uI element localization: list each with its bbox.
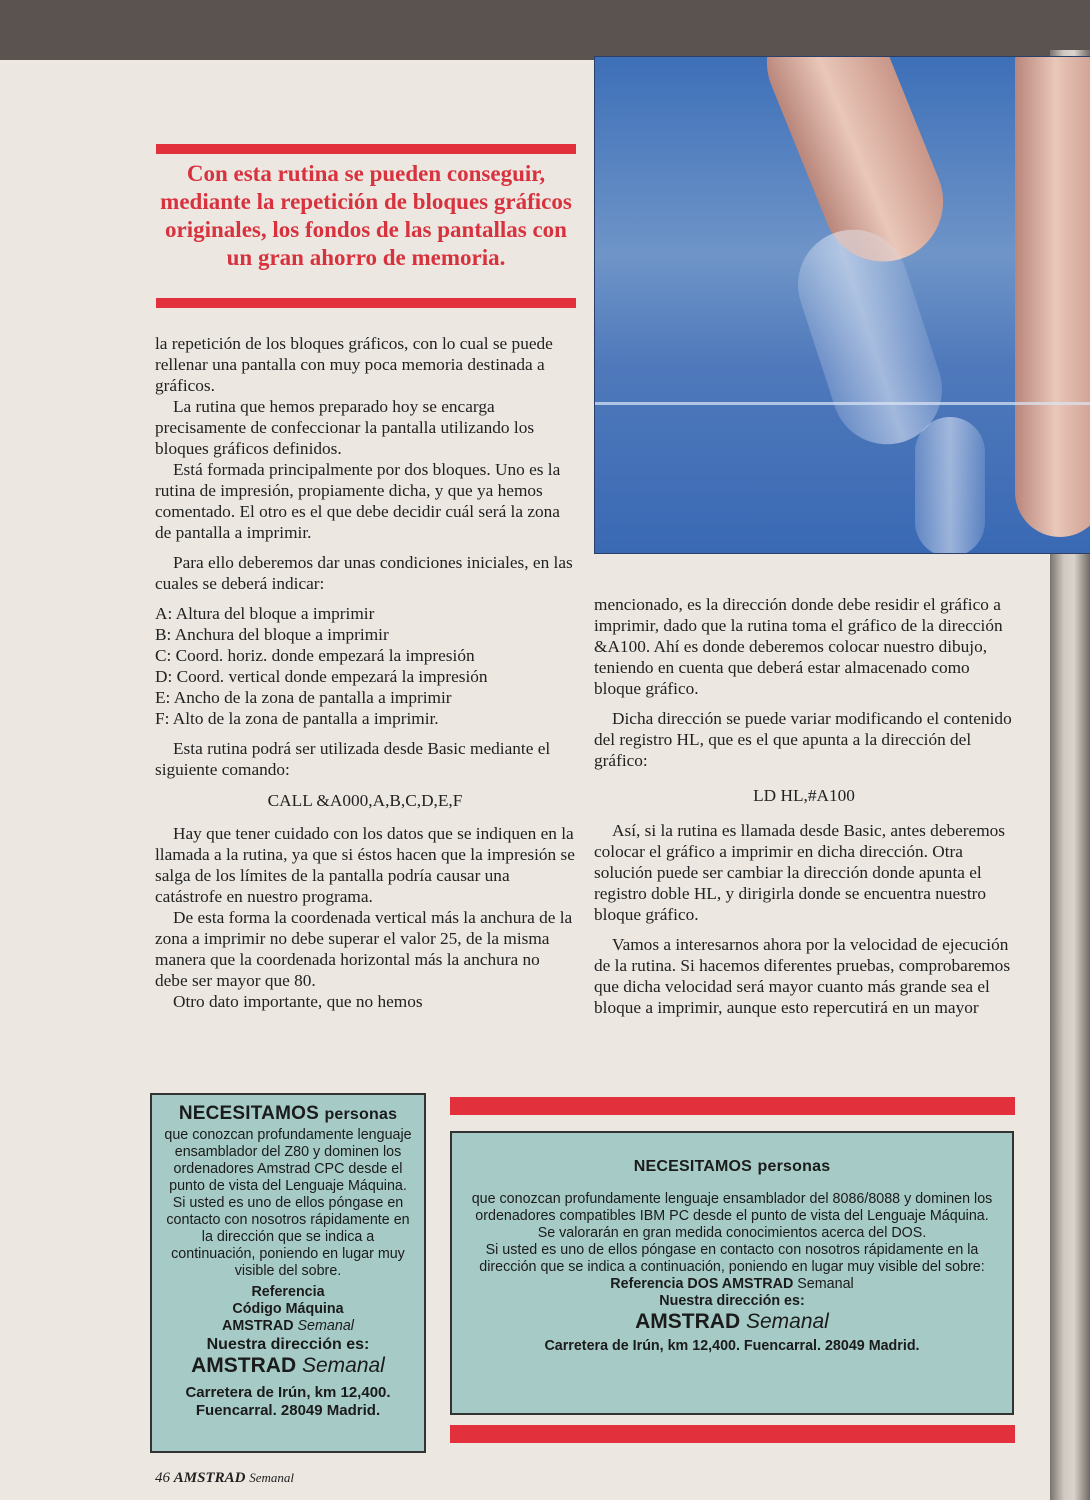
paragraph: Está formada principalmente por dos bloques. Uno es la rutina de impresión, propiamente dicha, y que ya hemos comentado. El otro es el que debe decidir cuál será la zona de pantalla a imprimir.: [155, 460, 561, 542]
photo-fold: [595, 402, 1090, 405]
ad-ref-1: Referencia: [251, 1284, 325, 1300]
condition-item: B: Anchura del bloque a imprimir: [155, 625, 389, 644]
condition-item: E: Ancho de la zona de pantalla a imprimir: [155, 688, 452, 707]
ad-body-2: Si usted es uno de ellos póngase en contacto con nosotros rápidamente en la dirección que se indica a continuación, poniendo en lugar muy visible del sobre:: [479, 1242, 985, 1275]
ad-rule-top: [450, 1097, 1015, 1115]
ad-title: [152, 1103, 424, 1125]
ad-brand-name: AMSTRAD: [635, 1310, 741, 1333]
page-number: 46: [155, 1470, 170, 1486]
ad-ref: [452, 1276, 1012, 1293]
paragraph: De esta forma la coordenada vertical más la anchura de la zona a imprimir no debe superar el valor 25, de la misma manera que la coordenada horizontal más la anchura no debe ser mayor que 80.: [155, 908, 573, 990]
job-ad-8086: [450, 1131, 1014, 1415]
paragraph: Dicha dirección se puede variar modificando el contenido del registro HL, que es el que apunta a la dirección del gráfico:: [594, 709, 1012, 770]
ad-address: Carretera de Irún, km 12,400. Fuencarral. 28049 Madrid.: [185, 1384, 391, 1419]
paragraph: Otro dato importante, que no hemos: [173, 992, 423, 1011]
ad-title-main: NECESITAMOS: [178, 1103, 319, 1124]
conditions-list: [155, 603, 575, 729]
ad-brand-name: AMSTRAD: [191, 1354, 297, 1377]
ad-address-label: Nuestra dirección es:: [206, 1336, 370, 1353]
condition-item: C: Coord. horiz. donde empezará la impresión: [155, 646, 475, 665]
pullquote-rule-bottom: [156, 298, 576, 308]
ld-command: LD HL,#A100: [753, 786, 855, 805]
ad-title: [452, 1155, 1012, 1177]
ghost-finger: [915, 417, 985, 554]
ad-address-label: Nuestra dirección es:: [659, 1293, 805, 1309]
ad-body: que conozcan profundamente lenguaje ensamblador del 8086/8088 y dominen los ordenadores compatibles IBM PC desde el punto de vista del Lenguaje Máquina. Se valorarán en gran medida conocimientos acerca del DOS.: [471, 1191, 993, 1241]
paragraph: Esta rutina podrá ser utilizada desde Basic mediante el siguiente comando:: [155, 739, 551, 779]
ad-brand: [452, 1310, 1012, 1334]
left-column: [155, 333, 575, 1012]
paragraph: Así, si la rutina es llamada desde Basic, antes deberemos colocar el gráfico a imprimir en dicha dirección. Otra solución puede ser cambiar la dirección donde apunta el registro doble HL, y dirigirla donde se encuentra nuestro bloque gráfico.: [594, 821, 1006, 924]
ad-ref-italic: Semanal: [797, 1276, 854, 1292]
ad-rule-bottom: [450, 1425, 1015, 1443]
ad-brand-italic: Semanal: [745, 1310, 829, 1333]
paragraph: La rutina que hemos preparado hoy se encarga precisamente de confeccionar la pantalla utilizando los bloques gráficos definidos.: [155, 397, 535, 458]
paragraph: la repetición de los bloques gráficos, con lo cual se puede rellenar una pantalla con muy poca memoria destinada a gráficos.: [155, 334, 553, 395]
paragraph: Vamos a interesarnos ahora por la velocidad de ejecución de la rutina. Si hacemos diferentes pruebas, comprobaremos que dicha velocidad será mayor cuanto más grande sea el bloque a imprimir, aunque esto repercutirá en un mayor: [594, 935, 1011, 1017]
ad-body: que conozcan profundamente lenguaje ensamblador del Z80 y dominen los ordenadores Amstrad CPC desde el punto de vista del Lenguaje Máquina. Si usted es uno de ellos póngase en contacto con nosotros rápidamente en la dirección que se indica a continuación, poniendo en lugar muy visible del sobre.: [164, 1127, 412, 1279]
pull-quote: Con esta rutina se pueden conseguir, mediante la repetición de bloques gráficos originales, los fondos de las pantallas con un gran ahorro de memoria.: [160, 161, 572, 270]
call-command: CALL &A000,A,B,C,D,E,F: [267, 791, 463, 810]
paragraph: Para ello deberemos dar unas condiciones iniciales, en las cuales se deberá indicar:: [155, 553, 573, 593]
paragraph: Hay que tener cuidado con los datos que se indiquen en la llamada a la rutina, ya que si éstos hacen que la impresión se salga de los límites de la pantalla podría causar una catástrofe en nuestro programa.: [155, 824, 575, 906]
ad-title-rest: personas: [324, 1106, 398, 1123]
ad-ref-2: Código Máquina: [232, 1301, 344, 1317]
ad-brand: [152, 1354, 424, 1378]
pullquote-rule-top: [156, 144, 576, 154]
paragraph: mencionado, es la dirección donde debe residir el gráfico a imprimir, dado que la rutina toma el gráfico de la dirección &A100. Ahí es donde deberemos colocar nuestro dibujo, teniendo en cuenta que deberá estar almacenado como bloque gráfico.: [594, 595, 1003, 698]
ad-ref-brand: AMSTRAD: [222, 1318, 294, 1334]
condition-item: A: Altura del bloque a imprimir: [155, 604, 375, 623]
ad-title-main: NECESITAMOS: [633, 1158, 753, 1175]
hand-photo: [594, 56, 1090, 554]
page-footer: [155, 1470, 294, 1487]
footer-magazine-italic: Semanal: [249, 1470, 294, 1485]
job-ad-z80: [150, 1093, 426, 1453]
footer-magazine: AMSTRAD: [173, 1470, 246, 1486]
condition-item: D: Coord. vertical donde empezará la impresión: [155, 667, 488, 686]
right-column: [594, 594, 1014, 1018]
condition-item: F: Alto de la zona de pantalla a imprimir.: [155, 709, 439, 728]
ad-address: Carretera de Irún, km 12,400. Fuencarral. 28049 Madrid.: [544, 1338, 920, 1354]
ad-ref-text: Referencia DOS AMSTRAD: [610, 1276, 794, 1292]
finger: [1015, 56, 1090, 537]
ad-brand-italic: Semanal: [301, 1354, 385, 1377]
ad-title-rest: personas: [757, 1158, 831, 1175]
ad-ref-3: [152, 1318, 424, 1335]
ad-ref-brand-italic: Semanal: [297, 1318, 354, 1334]
